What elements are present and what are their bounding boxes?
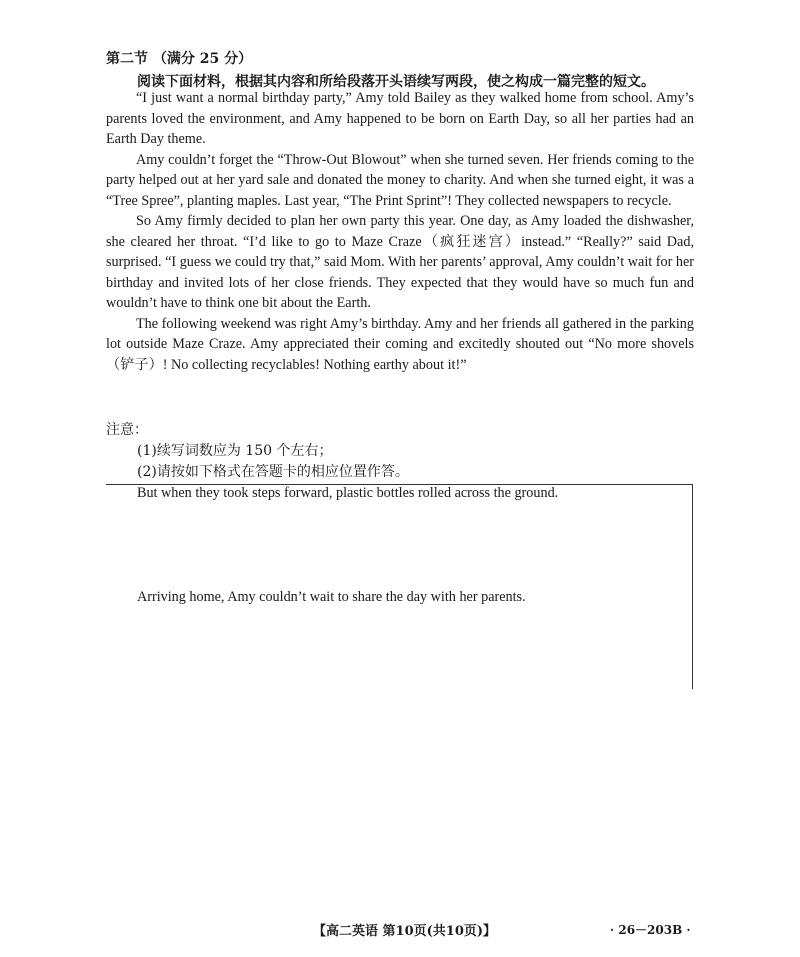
passage-paragraph: The following weekend was right Amy’s birthday. Amy and her friends all gathered in the parking lot outside Maze Craze. Amy appreciated their coming and excitedly shouted out “No more shovels（铲子）! No collecting recyclables! Nothing earthy about it!” bbox=[106, 315, 694, 373]
notes-title: 注意： bbox=[106, 422, 148, 438]
paragraph1-opening: But when they took steps forward, plastic bottles rolled across the ground. bbox=[137, 485, 559, 501]
section-title: 第二节 （满分 25 分） bbox=[106, 51, 253, 67]
passage-paragraph: So Amy firmly decided to plan her own party this year. One day, as Amy loaded the dishwasher, she cleared her throat. “I’d like to go to Maze Craze（疯狂迷宫）instead.” “Really?” said Dad, surprised. “I guess we could try that,” said Mom. With her parents’ approval, Amy couldn’t wait for her birthday and invited lots of her close friends. They expected that they would have so much fun and wouldn’t have to think one bit about the Earth. bbox=[106, 213, 694, 311]
passage-paragraph: Amy couldn’t forget the “Throw-Out Blowout” when she turned seven. Her friends coming to the party helped out at her yard sale and donated the money to charity. And when she turned eight, it was a “Tree Spree”, planting maples. Last year, “The Print Sprint”! They collected newspapers to recycle. bbox=[106, 151, 694, 209]
footer-page-info: 【高二英语 第10页(共10页)】 bbox=[313, 924, 497, 939]
note-item-word-count: (1)续写词数应为 150 个左右； bbox=[137, 443, 333, 459]
note-item-format: (2)请按如下格式在答题卡的相应位置作答。 bbox=[137, 464, 409, 480]
answer-box bbox=[106, 484, 693, 689]
paragraph2-opening: Arriving home, Amy couldn’t wait to share the day with her parents. bbox=[137, 589, 526, 605]
reading-passage bbox=[106, 88, 694, 375]
instruction-text: 阅读下面材料，根据其内容和所给段落开头语续写两段，使之构成一篇完整的短文。 bbox=[137, 74, 655, 90]
footer-paper-code: · 26－203B · bbox=[610, 923, 691, 937]
passage-paragraph: “I just want a normal birthday party,” Amy told Bailey as they walked home from school. Amy’s parents loved the environment, and Amy happened to be born on Earth Day, so all her parties had an Earth Day theme. bbox=[106, 90, 694, 147]
